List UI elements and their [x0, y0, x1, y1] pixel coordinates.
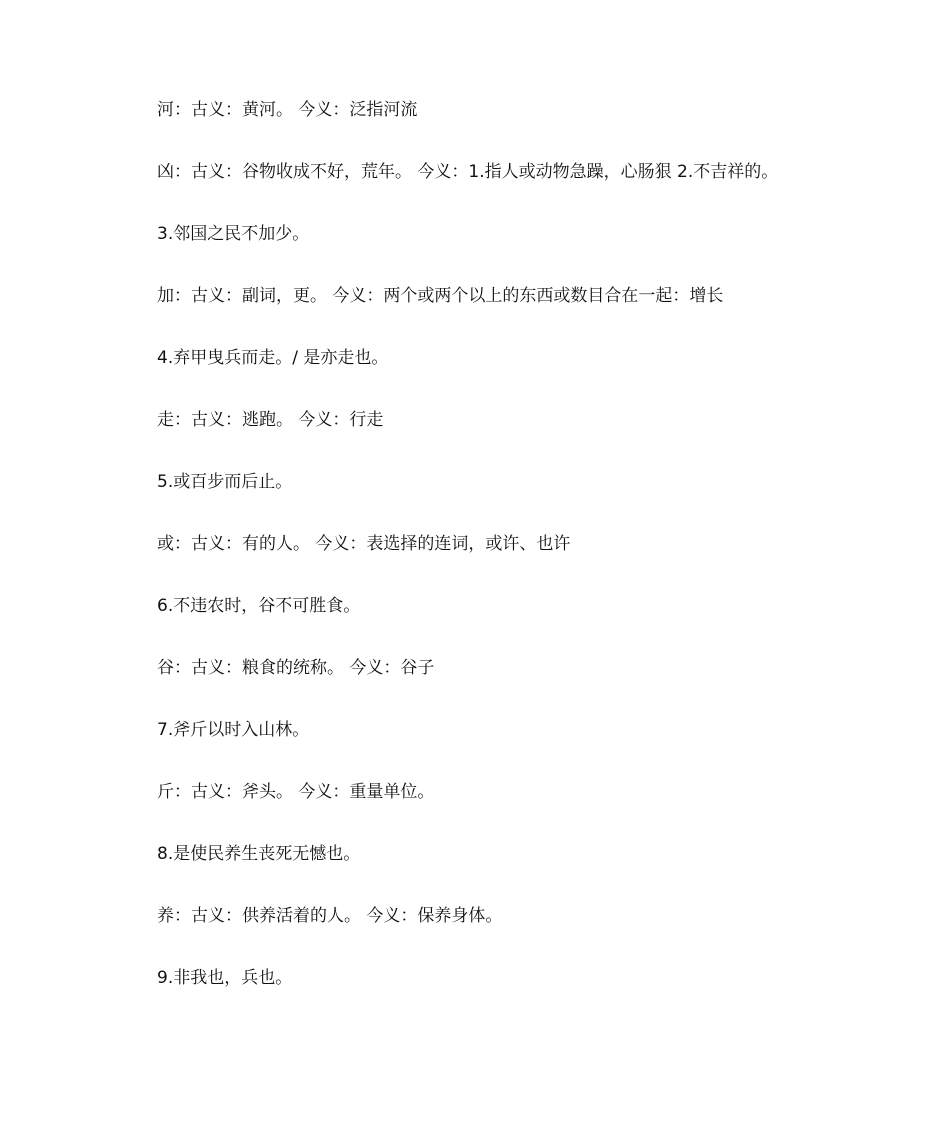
text-line: 9.非我也，兵也。 — [157, 968, 293, 988]
text-line: 7.斧斤以时入山林。 — [157, 720, 310, 740]
text-line: 6.不违农时，谷不可胜食。 — [157, 596, 361, 616]
text-line: 5.或百步而后止。 — [157, 472, 293, 492]
text-line: 河：古义：黄河。 今义：泛指河流 — [157, 100, 418, 120]
text-line: 养：古义：供养活着的人。 今义：保养身体。 — [157, 906, 503, 926]
text-line: 斤：古义：斧头。 今义：重量单位。 — [157, 782, 435, 802]
text-line: 3.邻国之民不加少。 — [157, 224, 310, 244]
text-line: 4.弃甲曳兵而走。/ 是亦走也。 — [157, 348, 389, 368]
text-line: 加：古义：副词，更。 今义：两个或两个以上的东西或数目合在一起：增长 — [157, 286, 724, 306]
text-line: 8.是使民养生丧死无憾也。 — [157, 844, 361, 864]
text-line: 谷：古义：粮食的统称。 今义：谷子 — [157, 658, 435, 678]
text-line: 走：古义：逃跑。 今义：行走 — [157, 410, 384, 430]
text-line: 凶：古义：谷物收成不好，荒年。 今义：1.指人或动物急躁，心肠狠 2.不吉祥的。 — [157, 162, 779, 182]
text-line: 或：古义：有的人。 今义：表选择的连词，或许、也许 — [157, 534, 571, 554]
